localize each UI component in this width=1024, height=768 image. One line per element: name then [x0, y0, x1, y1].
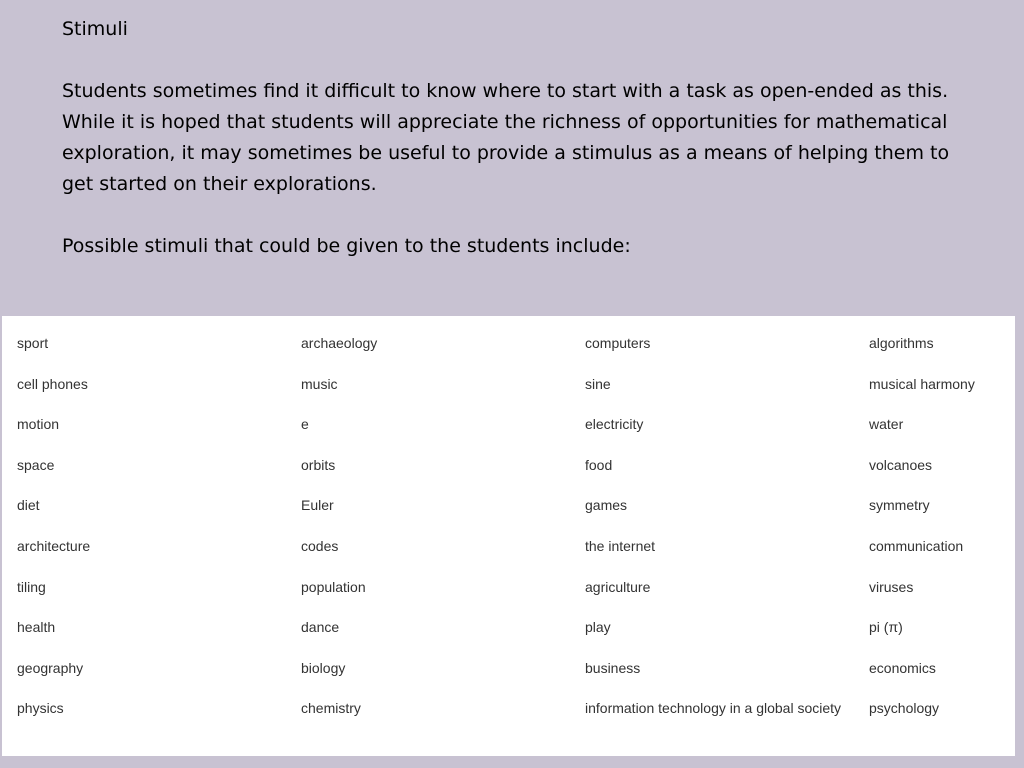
- table-cell: cell phones: [17, 375, 88, 392]
- table-row: [2, 697, 1015, 738]
- table-cell: dance: [301, 619, 340, 636]
- table-cell: musical harmony: [869, 375, 975, 392]
- stimuli-table: [2, 316, 1015, 756]
- table-cell: sport: [17, 335, 49, 351]
- table-cell: music: [301, 375, 338, 392]
- table-cell: algorithms: [869, 335, 934, 351]
- table-cell: population: [301, 578, 366, 595]
- spacer: [62, 45, 972, 76]
- table-cell: diet: [17, 497, 40, 514]
- table-row: [2, 494, 1015, 535]
- table-row: [2, 616, 1015, 657]
- table-cell: pi (π): [869, 619, 903, 636]
- table-cell: business: [585, 659, 641, 676]
- table-cell: water: [869, 416, 904, 433]
- table-cell: archaeology: [301, 335, 378, 351]
- slide-text: [62, 14, 972, 262]
- table-cell: symmetry: [869, 497, 930, 514]
- spacer: [62, 200, 972, 231]
- table-cell: agriculture: [585, 578, 651, 595]
- table-cell: information technology in a global society: [585, 700, 842, 717]
- table-cell: electricity: [585, 416, 644, 433]
- table-cell: biology: [301, 659, 346, 676]
- table-cell: orbits: [301, 456, 336, 473]
- table-row: [2, 373, 1015, 414]
- table-cell: space: [17, 456, 55, 473]
- table-cell: e: [301, 416, 309, 433]
- table-cell: motion: [17, 416, 60, 433]
- stimuli-intro: Possible stimuli that could be given to the students include:: [62, 235, 631, 257]
- table-cell: physics: [17, 700, 64, 717]
- slide-heading: Stimuli: [62, 18, 128, 40]
- table-row: [2, 332, 1015, 373]
- table-cell: codes: [301, 537, 339, 554]
- table-cell: tiling: [17, 578, 46, 595]
- table-cell: play: [585, 619, 611, 636]
- table-row: [2, 535, 1015, 576]
- table-cell: economics: [869, 659, 936, 676]
- table-cell: chemistry: [301, 700, 361, 717]
- table-cell: psychology: [869, 700, 940, 717]
- table-cell: viruses: [869, 578, 914, 595]
- intro-paragraph: Students sometimes find it difficult to know where to start with a task as open-ended as this. While it is hoped that students will appreciate the richness of opportunities for mathematical exploration, it may sometimes be useful to provide a stimulus as a means of helping them to get started on their explorations.: [62, 80, 950, 195]
- table-row: [2, 576, 1015, 617]
- table-cell: health: [17, 619, 56, 636]
- table-cell: sine: [585, 375, 611, 392]
- table-cell: food: [585, 456, 613, 473]
- table-cell: architecture: [17, 537, 91, 554]
- table-cell: games: [585, 497, 628, 514]
- table-row: [2, 413, 1015, 454]
- table-row: [2, 454, 1015, 495]
- table-cell: communication: [869, 537, 964, 554]
- table-cell: geography: [17, 659, 84, 676]
- table-cell: volcanoes: [869, 456, 933, 473]
- table-row: [2, 657, 1015, 698]
- table-cell: Euler: [301, 497, 334, 514]
- table-cell: the internet: [585, 537, 656, 554]
- table-cell: computers: [585, 335, 651, 351]
